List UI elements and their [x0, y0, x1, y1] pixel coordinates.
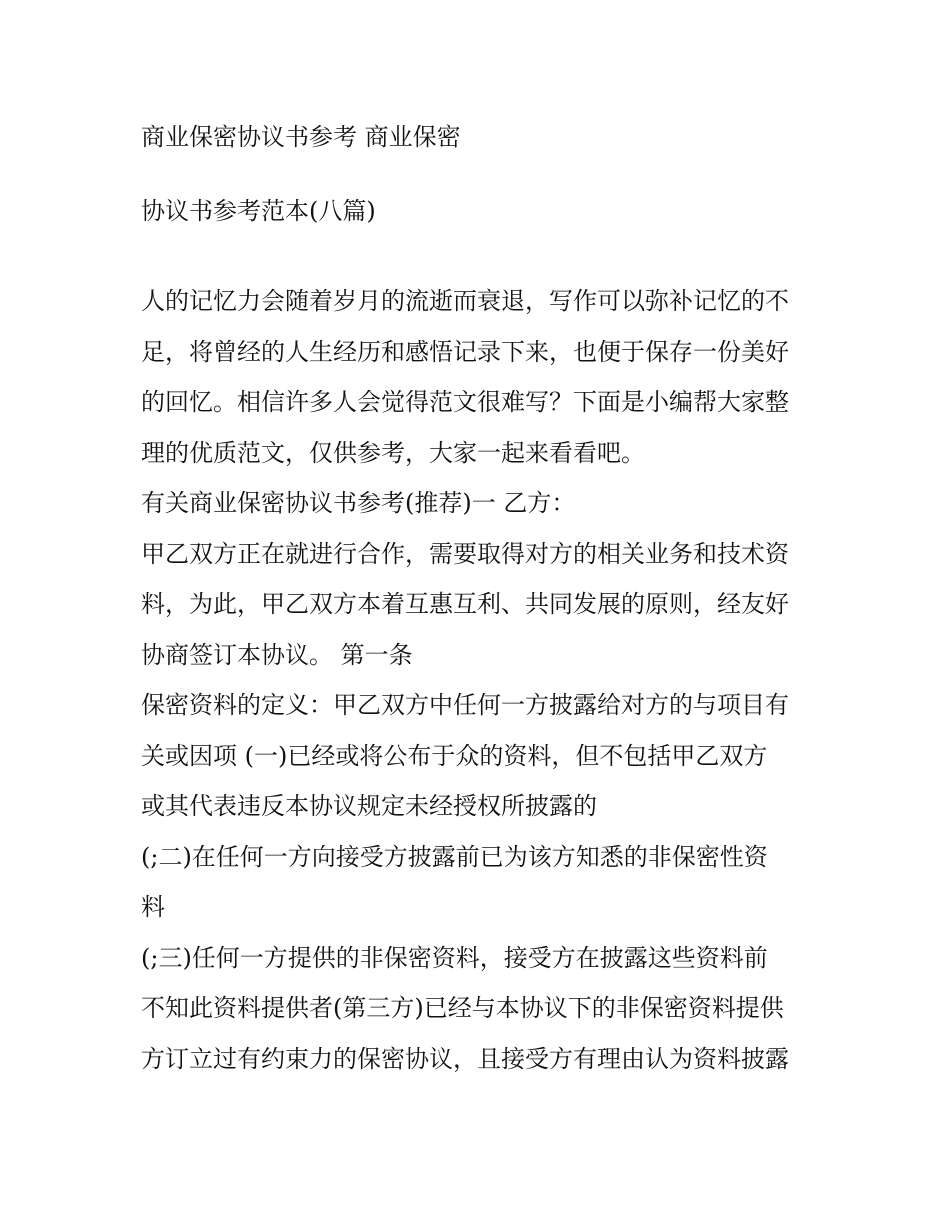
- body-line: 的回忆。相信许多人会觉得范文很难写？下面是小编帮大家整: [141, 388, 789, 416]
- body-line: 不知此资料提供者(第三方)已经与本协议下的非保密资料提供: [141, 994, 784, 1022]
- body-line: 料，为此，甲乙双方本着互惠互利、共同发展的原则，经友好: [141, 590, 789, 618]
- body-line: (;二)在任何一方向接受方披露前已为该方知悉的非保密性资: [141, 842, 768, 871]
- document-body: [141, 276, 821, 1084]
- section-heading-line: 有关商业保密协议书参考(推荐)一 乙方：: [141, 489, 576, 517]
- document-title: [141, 112, 821, 260]
- body-line: 甲乙双方正在就进行合作，需要取得对方的相关业务和技术资: [141, 539, 789, 568]
- body-line: (;三)任何一方提供的非保密资料，接受方在披露这些资料前: [141, 943, 768, 972]
- body-line: 保密资料的定义：甲乙双方中任何一方披露给对方的与项目有: [141, 691, 789, 719]
- body-line: 足，将曾经的人生经历和感悟记录下来，也便于保存一份美好: [141, 337, 789, 366]
- body-line: 料: [141, 893, 165, 921]
- title-line: 商业保密协议书参考 商业保密: [141, 123, 461, 151]
- body-line: 人的记忆力会随着岁月的流逝而衰退，写作可以弥补记忆的不: [141, 287, 789, 315]
- body-line: 关或因项 (一)已经或将公布于众的资料，但不包括甲乙双方: [141, 741, 768, 770]
- body-line: 方订立过有约束力的保密协议，且接受方有理由认为资料披露: [141, 1044, 789, 1073]
- body-line: 理的优质范文，仅供参考，大家一起来看看吧。: [141, 438, 645, 467]
- body-line: 或其代表违反本协议规定未经授权所披露的: [141, 792, 597, 820]
- body-line: 协商签订本协议。 第一条: [141, 640, 413, 669]
- title-line: 协议书参考范本(八篇): [141, 197, 376, 225]
